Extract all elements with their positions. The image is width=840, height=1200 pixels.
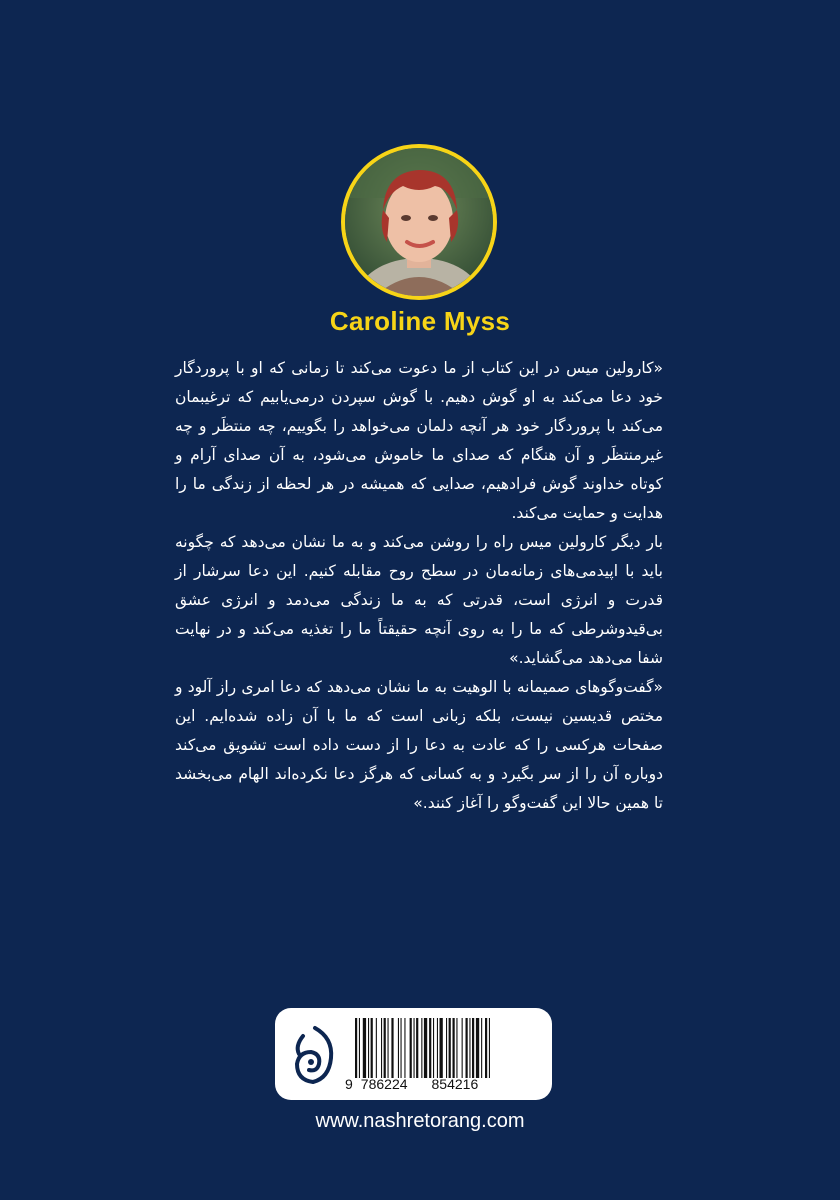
barcode-bar bbox=[384, 1018, 386, 1078]
barcode-bar bbox=[453, 1018, 455, 1078]
barcode-bar bbox=[359, 1018, 360, 1078]
barcode-bar bbox=[472, 1018, 474, 1078]
isbn-number bbox=[345, 1076, 545, 1092]
barcode-bar bbox=[414, 1018, 415, 1078]
blurb-paragraph: «کارولین میس در این کتاب از ما دعوت می‌کند تا زمانی که او با پروردگار خود دعا می‌کند به او گوش دهیم. با گوش سپردن درمی‌یابیم که ترغیبمان می‌کند با پروردگار خود هر آنچه دلمان می‌خواهد را بگوییم، چه منتظَر و چه غیرمنتظَر و آن هنگام که صدای ما خاموش می‌شود، به آن صدای آرام و کوتاه خداوند گوش فرادهیم، صدایی که همیشه در هر لحظه از زندگی ما را هدایت و حمایت می‌کند. bbox=[175, 359, 663, 522]
barcode-bar bbox=[429, 1018, 431, 1078]
barcode-bar bbox=[355, 1018, 357, 1078]
book-blurb bbox=[175, 354, 663, 818]
barcode-bar bbox=[424, 1018, 427, 1078]
barcode-bar bbox=[446, 1018, 447, 1078]
barcode-bar bbox=[368, 1018, 369, 1078]
barcode-bar bbox=[440, 1018, 443, 1078]
barcode-bar bbox=[476, 1018, 479, 1078]
blurb-paragraph: بار دیگر کارولین میس راه را روشن می‌کند و به ما نشان می‌دهد که چگونه باید با اپیدمی‌های زمانه‌مان در سطح روح مقابله کنیم. این دعا سرشار از قدرت و انرژی است، قدرتی که به ما زندگی می‌دمد و انرژی عشق بی‌قیدوشرطی که ما را به روی آنچه حقیقتاً ما را تغذیه می‌کند و در نهایت شفا می‌دهد می‌گشاید.» bbox=[175, 533, 663, 667]
barcode-bar bbox=[481, 1018, 482, 1078]
barcode-bar bbox=[416, 1018, 418, 1078]
barcode-bar bbox=[381, 1018, 382, 1078]
barcode-bar bbox=[404, 1018, 405, 1078]
blurb-paragraph: «گفت‌وگوهای صمیمانه با الوهیت به ما نشان می‌دهد که دعا امری راز آلود و مختص قدیسین نیست، بلکه زبانی است که ما با آن زاده شده‌ایم. این صفحات هرکسی را که عادت به دعا را از دست داده است تشویق می‌کند دوباره آن را از سر بگیرد و به کسانی که هرگز دعا نکرده‌اند الهام می‌بخشد تا همین حالا این گفت‌وگو را آغاز کنند.» bbox=[175, 678, 663, 812]
barcode-bar bbox=[401, 1018, 402, 1078]
barcode-bar bbox=[371, 1018, 373, 1078]
barcode-bar bbox=[469, 1018, 470, 1078]
barcode-bar bbox=[485, 1018, 487, 1078]
barcode-bar bbox=[462, 1018, 463, 1078]
barcode-bar bbox=[388, 1018, 389, 1078]
barcode-bar bbox=[449, 1018, 451, 1078]
barcode-bar bbox=[489, 1018, 490, 1078]
barcode-bar bbox=[376, 1018, 377, 1078]
barcode-bars bbox=[355, 1018, 540, 1078]
publisher-logo-icon bbox=[289, 1024, 341, 1086]
barcode-bar bbox=[456, 1018, 457, 1078]
author-portrait-icon bbox=[345, 148, 493, 296]
author-photo bbox=[341, 144, 497, 300]
barcode-bar bbox=[391, 1018, 393, 1078]
barcode-bar bbox=[466, 1018, 468, 1078]
barcode-bar bbox=[410, 1018, 412, 1078]
isbn-barcode-panel bbox=[275, 1008, 552, 1100]
publisher-website[interactable]: www.nashretorang.com bbox=[315, 1110, 525, 1132]
isbn-prefix-digit: 9 bbox=[345, 1076, 353, 1092]
barcode-bar bbox=[398, 1018, 399, 1078]
barcode-bar bbox=[433, 1018, 434, 1078]
author-name: Caroline Myss bbox=[329, 306, 511, 336]
barcode-bar bbox=[363, 1018, 366, 1078]
isbn-left-digits: 786224 bbox=[360, 1076, 408, 1092]
isbn-right-digits: 854216 bbox=[431, 1076, 479, 1092]
barcode-bar bbox=[421, 1018, 422, 1078]
barcode-bar bbox=[437, 1018, 438, 1078]
